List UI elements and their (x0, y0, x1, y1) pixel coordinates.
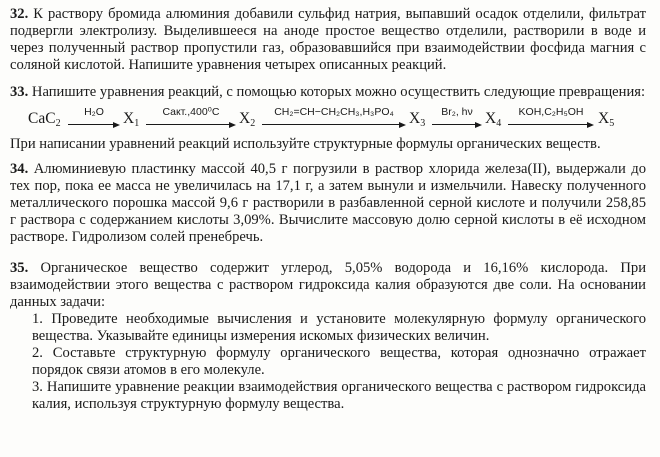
scheme-arrow-1 (68, 106, 120, 128)
task-33-number: 33. (10, 84, 29, 100)
scheme-condition-2: Cакт.,400⁰C (162, 106, 220, 118)
scheme-condition-5: KOH,C₂H₅OH (518, 106, 584, 118)
task-33-note: При написании уравнений реакций используйте структурные формулы органических веществ. (10, 136, 601, 152)
task-34 (10, 161, 646, 246)
scheme-species-x1: $X_1$ (123, 110, 140, 129)
scheme-start-species: CaC$_2$ (28, 110, 61, 129)
task-34-text: Алюминиевую пластинку массой 40,5 г погрузили в раствор хлорида железа(II), выдержали до тех пор, пока ее масса не увеличилась на 17,1 г, а затем вынули и измельчили. Навеску полученного металлического порошка массой 9,6 г растворили в разбавленной серной кислоте и получили 258,85 г раствора с содержанием кислоты 3,09%. Вычислите массовую долю серной кислоты в её исходном растворе. Гидролизом солей пренебречь. (10, 161, 646, 245)
scheme-species-x3: $X_3$ (409, 110, 426, 129)
task-35-item-2: 2. Составьте структурную формулу органического вещества, которая однозначно отражает порядок связи атомов в его молекуле. (32, 345, 646, 378)
task-35-text: Органическое вещество содержит углерод, 5,05% водорода и 16,16% кислорода. При взаимодействии этого вещества с раствором гидроксида калия образуются две соли. На основании данных задачи: (10, 260, 646, 310)
task-35-item-1: 1. Проведите необходимые вычисления и установите молекулярную формулу органического вещества. Указывайте единицы измерения искомых физических величин. (32, 311, 646, 344)
scheme-species-x5: $X_5$ (598, 110, 615, 129)
transformation-scheme (10, 102, 646, 136)
scheme-arrow-3 (262, 106, 406, 128)
scheme-condition-4: Br₂, hν (441, 106, 473, 118)
task-33-text: Напишите уравнения реакций, с помощью которых можно осуществить следующие превращения: (31, 84, 646, 100)
scheme-species-x4: $X_4$ (485, 110, 502, 129)
scheme-species-x2: $X_2$ (239, 110, 256, 129)
task-35 (10, 260, 646, 311)
task-35-number: 35. (10, 260, 29, 276)
task-35-item-3: 3. Напишите уравнение реакции взаимодействия органического вещества с раствором гидроксида калия, используя структурную формулу вещества. (32, 379, 646, 412)
task-32-number: 32. (10, 6, 29, 22)
task-32-text: К раствору бромида алюминия добавили сульфид натрия, выпавший осадок отделили, фильтрат подвергли электролизу. Выделившееся на аноде простое вещество отделили, растворили в воде и через полученный раствор пропустили газ, образовавшийся при взаимодействии фосфида магния с соляной кислотой. Напишите уравнения четырех описанных реакций. (10, 6, 646, 73)
scheme-arrow-4 (432, 106, 482, 128)
scheme-arrow-5 (508, 106, 594, 128)
scheme-condition-1: H₂O (84, 106, 104, 118)
task-34-number: 34. (10, 161, 29, 177)
scheme-arrow-2 (146, 106, 236, 128)
task-33 (10, 84, 646, 101)
task-32 (10, 6, 646, 74)
scheme-condition-3: CH₂=CH−CH₂CH₃,H₃PO₄ (274, 106, 394, 118)
